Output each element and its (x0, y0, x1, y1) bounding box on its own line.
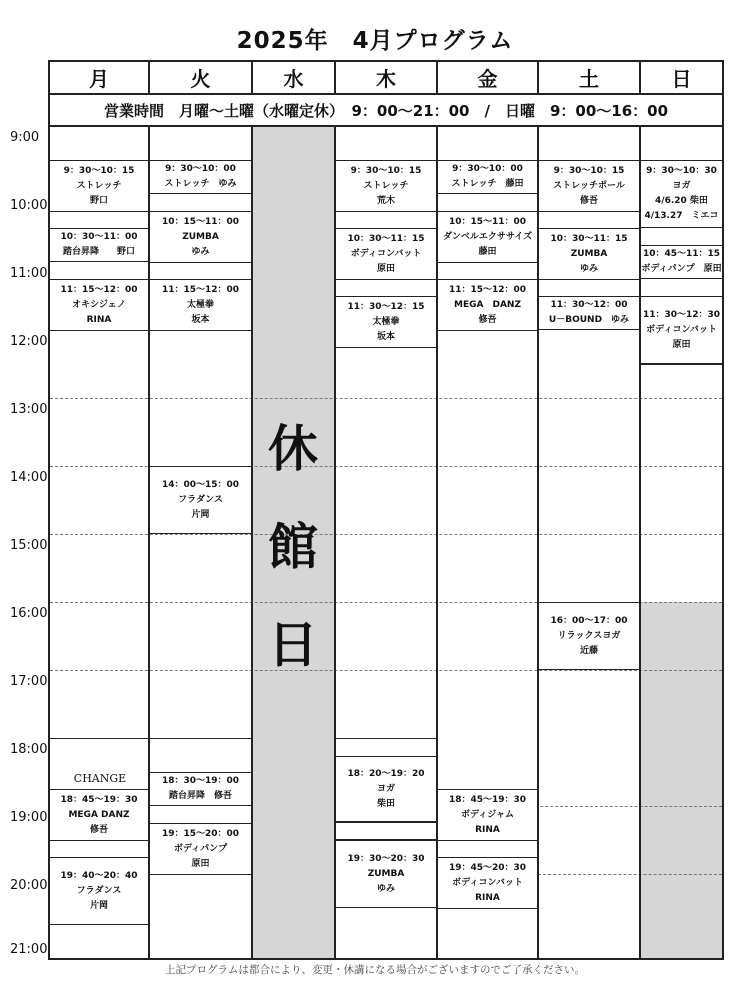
program-time: 9：30～10：15 (350, 165, 422, 176)
program-name: ヨガ (376, 783, 395, 794)
program-time: 10：30～11：00 (60, 232, 138, 242)
program-time: 10：30～11：15 (347, 233, 425, 244)
slot-divider (641, 364, 722, 398)
program-block (438, 279, 537, 331)
time-label: 20:00 (10, 878, 48, 893)
program-block (50, 789, 148, 841)
program-name: ZUMBA (570, 248, 608, 259)
closed-char: 休 (268, 420, 318, 478)
program-block (336, 756, 436, 822)
program-block (438, 789, 537, 841)
day-header-wed: 水 (283, 67, 304, 91)
day-header-mon: 月 (89, 67, 109, 91)
program-instructor: 修吾 (579, 195, 598, 206)
program-name: ボディコンバット (350, 248, 422, 259)
program-time: 9：30～10：30 (646, 166, 717, 176)
slot-divider (336, 738, 436, 756)
program-time: 9：30～10：00 (452, 164, 523, 174)
program-name: U－BOUND ゆみ (548, 315, 630, 325)
time-label: 12:00 (10, 334, 48, 349)
program-block (539, 228, 639, 280)
program-block (336, 160, 436, 212)
program-instructor: 片岡 (89, 900, 108, 911)
program-name: ボディジャム (460, 809, 515, 820)
program-time: 18：30～19：00 (161, 776, 240, 786)
program-instructor: 坂本 (191, 314, 210, 325)
program-block (539, 160, 639, 212)
program-name: ストレッチ (76, 180, 122, 191)
program-block (336, 840, 436, 908)
time-label: 9:00 (10, 130, 40, 145)
day-header-sat: 土 (579, 67, 599, 91)
day-header-fri: 金 (477, 67, 498, 91)
change-note: CHANGE (73, 772, 127, 785)
program-instructor: ゆみ (376, 883, 395, 894)
program-block (539, 296, 639, 330)
slot-divider (336, 822, 436, 840)
program-name: ストレッチポール (553, 180, 625, 191)
program-time: 10：45～11：15 (642, 249, 721, 259)
program-block (539, 602, 639, 670)
program-instructor: 修吾 (478, 314, 497, 325)
program-name: 踏台昇降 修吾 (168, 791, 232, 801)
program-instructor: 坂本 (376, 331, 395, 342)
program-instructor: 近藤 (579, 645, 598, 656)
program-time: 18：45～19：30 (60, 794, 138, 805)
program-block (336, 228, 436, 280)
closed-char: 館 (268, 518, 318, 576)
program-block (438, 211, 537, 263)
closed-day-label (252, 400, 334, 694)
program-time: 18：20～19：20 (347, 768, 425, 779)
program-time: 11：15～12：00 (161, 284, 240, 295)
program-name: 踏台昇降 野口 (62, 247, 135, 257)
program-time: 14：00～15：00 (161, 479, 240, 490)
time-label: 16:00 (10, 606, 48, 621)
program-time: 11：15～12：00 (60, 284, 138, 295)
program-instructor: 修吾 (89, 824, 108, 835)
program-time: 11：30～12：30 (642, 309, 721, 320)
page-title: 2025年 4月プログラム (236, 28, 514, 54)
program-time: 16：00～17：00 (550, 615, 628, 626)
closed-char: 日 (268, 616, 318, 674)
program-instructor: ゆみ (191, 246, 210, 257)
program-name: ストレッチ ゆみ (164, 179, 237, 189)
business-hours: 営業時間 月曜～土曜（水曜定休） 9：00～21：00 / 日曜 9：00～16：00 (103, 101, 669, 120)
program-name: ボディパンプ (173, 843, 228, 854)
program-time: 19：30～20：30 (347, 853, 425, 864)
program-time: 10：15～11：00 (161, 216, 240, 227)
program-time: 11：30～12：15 (347, 301, 425, 312)
program-time: 9：30～10：15 (553, 165, 625, 176)
program-instructor: ゆみ (579, 263, 598, 274)
program-instructor: 4/6.20 柴田 4/13.27 ミエコ (644, 196, 719, 221)
slot-divider (150, 738, 251, 772)
program-block (50, 279, 148, 331)
day-header-thu: 木 (376, 67, 396, 91)
program-name: リラックスヨガ (557, 630, 621, 641)
program-time: 10：15～11：00 (448, 216, 527, 227)
program-time: 19：40～20：40 (60, 870, 138, 881)
time-label: 15:00 (10, 538, 48, 553)
program-name: フラダンス (178, 494, 223, 505)
program-block (438, 160, 537, 194)
time-label: 19:00 (10, 810, 48, 825)
program-block (150, 279, 251, 331)
program-name: 太極拳 (372, 316, 400, 327)
program-block (438, 857, 537, 909)
time-label: 17:00 (10, 674, 48, 689)
program-instructor: RINA (86, 314, 112, 325)
program-time: 19：45～20：30 (448, 862, 527, 873)
time-label: 13:00 (10, 402, 48, 417)
program-block (150, 160, 251, 194)
program-name: ストレッチ 藤田 (451, 179, 524, 189)
program-name: フラダンス (76, 885, 122, 896)
program-name: ストレッチ (363, 180, 409, 191)
program-time: 11：30～12：00 (550, 300, 628, 310)
program-instructor: 原田 (191, 858, 210, 869)
program-time: 9：30～10：00 (165, 164, 236, 174)
program-block (50, 160, 148, 212)
program-name: オキシジェノ (72, 299, 126, 310)
program-name: ボディコンバット (452, 877, 523, 888)
program-name: ボディパンプ 原田 (641, 264, 722, 274)
program-name: MEGA DANZ (454, 299, 521, 310)
time-label: 11:00 (10, 266, 48, 281)
program-block (150, 823, 251, 875)
program-time: 11：15～12：00 (448, 284, 527, 295)
program-name: ZUMBA (367, 868, 405, 879)
day-header-sun: 日 (671, 67, 692, 91)
program-block (50, 857, 148, 925)
program-time: 18：45～19：30 (448, 794, 527, 805)
program-time: 10：30～11：15 (550, 233, 628, 244)
program-block (150, 211, 251, 263)
time-label: 18:00 (10, 742, 48, 757)
program-name: ダンベルエクササイズ (442, 231, 533, 242)
program-time: 19：15～20：00 (161, 828, 240, 839)
program-block (336, 296, 436, 348)
day-header-tue: 火 (190, 67, 211, 91)
program-block (150, 772, 251, 806)
program-block (641, 160, 722, 228)
program-instructor: 荒木 (376, 195, 395, 206)
program-name: 太極拳 (186, 299, 214, 310)
program-instructor: 片岡 (191, 509, 210, 520)
program-name: MEGA DANZ (68, 809, 130, 820)
program-instructor: RINA (475, 824, 500, 835)
time-label: 14:00 (10, 470, 48, 485)
program-time: 9：30～10：15 (63, 165, 135, 176)
program-name: ZUMBA (182, 231, 219, 242)
program-block (50, 228, 148, 262)
program-block (150, 466, 251, 534)
program-block (641, 245, 722, 279)
program-instructor: 原田 (376, 263, 395, 274)
program-instructor: RINA (475, 892, 500, 903)
time-label: 10:00 (10, 198, 48, 213)
program-instructor: 原田 (672, 339, 691, 350)
time-label: 21:00 (10, 942, 48, 957)
program-name: ボディコンバット (646, 324, 717, 335)
program-block (641, 296, 722, 364)
program-name: ヨガ (672, 181, 691, 191)
program-instructor: 藤田 (478, 246, 497, 257)
program-instructor: 柴田 (376, 798, 395, 809)
footer-note: 上記プログラムは都合により、変更・休講になる場合がございますのでご了承ください。 (165, 964, 585, 976)
program-instructor: 野口 (89, 195, 108, 206)
